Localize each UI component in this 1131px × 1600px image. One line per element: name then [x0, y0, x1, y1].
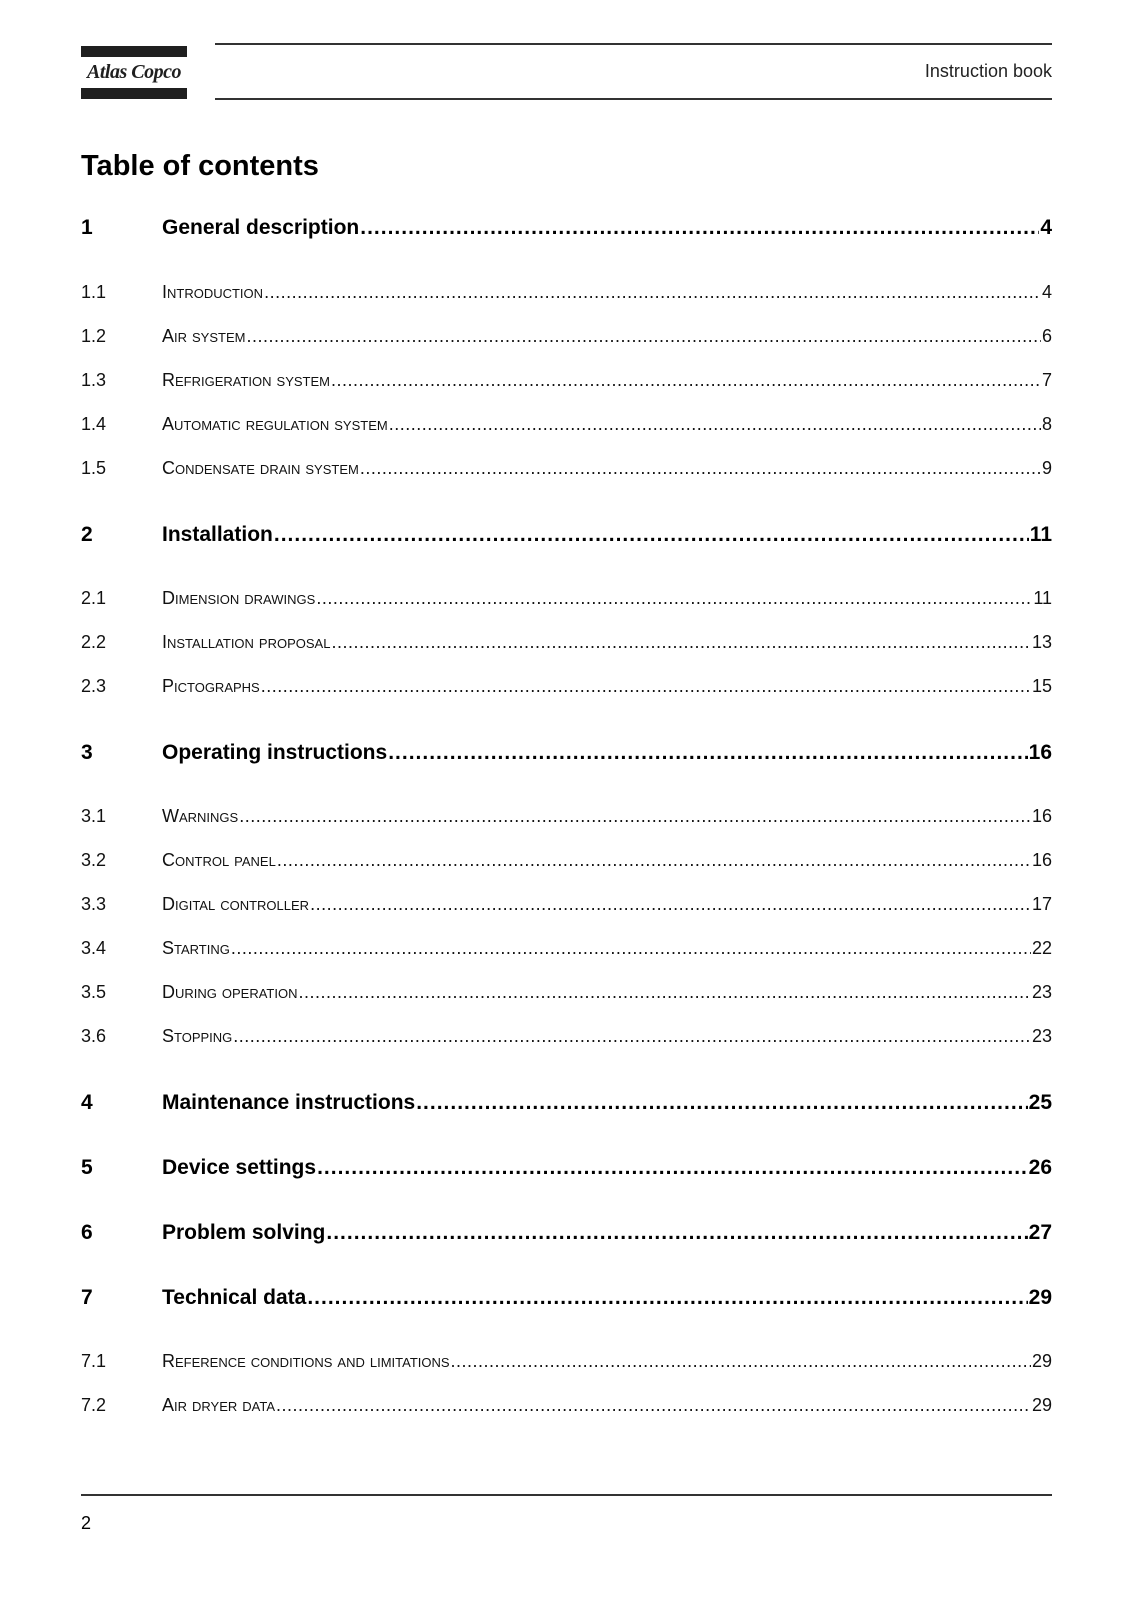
toc-dot-leader — [316, 588, 1032, 609]
toc-page-number: 29 — [1031, 1395, 1052, 1415]
toc-dot-leader — [239, 806, 1031, 827]
toc-page-number: 29 — [1031, 1351, 1052, 1371]
toc-page-number: 22 — [1031, 938, 1052, 958]
toc-number: 3.6 — [81, 1026, 107, 1046]
toc-title: Dimension drawings — [162, 588, 316, 608]
toc-title: Air dryer data — [162, 1395, 276, 1415]
toc-dot-leader — [310, 894, 1031, 915]
toc-title: Condensate drain system — [162, 458, 359, 478]
toc-number: 3 — [81, 741, 93, 764]
page-number: 2 — [81, 1513, 92, 1533]
toc-page-number: 4 — [1040, 216, 1052, 239]
toc-dot-leader — [261, 676, 1031, 697]
toc-dot-leader — [246, 326, 1041, 347]
toc-dot-leader — [274, 523, 1029, 547]
toc-section-row — [81, 894, 1052, 918]
toc-number: 7.2 — [81, 1395, 107, 1415]
toc-title: Digital controller — [162, 894, 310, 914]
toc-title: Problem solving — [162, 1221, 326, 1244]
toc-title: Installation proposal — [162, 632, 331, 652]
toc-number: 4 — [81, 1091, 93, 1114]
toc-number: 2 — [81, 523, 93, 546]
toc-dot-leader — [276, 1395, 1031, 1416]
toc-title: Introduction — [162, 282, 264, 302]
table-of-contents — [81, 0, 1052, 1600]
toc-number: 3.5 — [81, 982, 107, 1002]
toc-dot-leader — [416, 1091, 1027, 1115]
toc-dot-leader — [360, 458, 1041, 479]
toc-page-number: 27 — [1028, 1221, 1052, 1244]
toc-chapter-row — [81, 1156, 1052, 1184]
toc-number: 3.3 — [81, 894, 107, 914]
toc-section-row — [81, 938, 1052, 962]
toc-section-row — [81, 414, 1052, 438]
toc-title: Automatic regulation system — [162, 414, 388, 434]
toc-page-number: 16 — [1028, 741, 1052, 764]
toc-section-row — [81, 282, 1052, 306]
toc-title: Stopping — [162, 1026, 233, 1046]
toc-dot-leader — [317, 1156, 1028, 1180]
toc-page-number: 7 — [1041, 370, 1052, 390]
toc-chapter-row — [81, 741, 1052, 769]
toc-section-row — [81, 1026, 1052, 1050]
toc-page-number: 17 — [1031, 894, 1052, 914]
toc-page-number: 11 — [1029, 523, 1052, 546]
toc-dot-leader — [299, 982, 1031, 1003]
toc-number: 3.2 — [81, 850, 107, 870]
toc-dot-leader — [451, 1351, 1031, 1372]
toc-page-number: 29 — [1028, 1286, 1052, 1309]
toc-title: Installation — [162, 523, 273, 546]
toc-number: 1.4 — [81, 414, 107, 434]
toc-number: 3.1 — [81, 806, 107, 826]
toc-title: Technical data — [162, 1286, 307, 1309]
document-type: Instruction book — [924, 61, 1052, 81]
toc-number: 7 — [81, 1286, 93, 1309]
toc-page-number: 9 — [1041, 458, 1052, 478]
toc-dot-leader — [307, 1286, 1027, 1310]
toc-title: Refrigeration system — [162, 370, 330, 390]
toc-dot-leader — [360, 216, 1039, 240]
toc-title: Pictographs — [162, 676, 260, 696]
toc-title: Reference conditions and limitations — [162, 1351, 450, 1371]
toc-section-row — [81, 1395, 1052, 1419]
toc-number: 1 — [81, 216, 93, 239]
toc-number: 3.4 — [81, 938, 107, 958]
toc-section-row — [81, 806, 1052, 830]
toc-number: 7.1 — [81, 1351, 107, 1371]
toc-page-number: 11 — [1033, 588, 1052, 608]
toc-title: Starting — [162, 938, 230, 958]
toc-dot-leader — [231, 938, 1031, 959]
toc-number: 1.5 — [81, 458, 107, 478]
toc-dot-leader — [331, 632, 1031, 653]
toc-title: During operation — [162, 982, 298, 1002]
toc-dot-leader — [233, 1026, 1031, 1047]
toc-number: 2.1 — [81, 588, 107, 608]
toc-title: Maintenance instructions — [162, 1091, 416, 1114]
page-title: Table of contents — [81, 150, 319, 182]
toc-dot-leader — [331, 370, 1041, 391]
toc-section-row — [81, 370, 1052, 394]
toc-page-number: 6 — [1041, 326, 1052, 346]
toc-title: Device settings — [162, 1156, 317, 1179]
toc-page-number: 23 — [1031, 982, 1052, 1002]
footer-rule — [81, 1494, 1052, 1496]
toc-dot-leader — [388, 741, 1027, 765]
toc-page-number: 16 — [1031, 806, 1052, 826]
toc-title: Warnings — [162, 806, 239, 826]
toc-section-row — [81, 982, 1052, 1006]
toc-section-row — [81, 588, 1052, 612]
toc-number: 1.3 — [81, 370, 107, 390]
logo-wordmark: Atlas Copco — [87, 61, 181, 83]
toc-title: Control panel — [162, 850, 276, 870]
toc-dot-leader — [264, 282, 1041, 303]
toc-number: 1.2 — [81, 326, 107, 346]
toc-page-number: 4 — [1041, 282, 1052, 302]
toc-number: 5 — [81, 1156, 93, 1179]
toc-number: 1.1 — [81, 282, 107, 302]
toc-section-row — [81, 326, 1052, 350]
toc-page-number: 16 — [1031, 850, 1052, 870]
toc-section-row — [81, 632, 1052, 656]
toc-chapter-row — [81, 216, 1052, 244]
toc-number: 2.3 — [81, 676, 107, 696]
toc-chapter-row — [81, 1221, 1052, 1249]
toc-page-number: 15 — [1031, 676, 1052, 696]
toc-title: Operating instructions — [162, 741, 388, 764]
toc-page-number: 13 — [1031, 632, 1052, 652]
toc-page-number: 25 — [1028, 1091, 1052, 1114]
toc-section-row — [81, 458, 1052, 482]
toc-dot-leader — [326, 1221, 1027, 1245]
toc-chapter-row — [81, 1091, 1052, 1119]
toc-page-number: 8 — [1041, 414, 1052, 434]
toc-number: 2.2 — [81, 632, 107, 652]
toc-title: Air system — [162, 326, 246, 346]
toc-number: 6 — [81, 1221, 93, 1244]
toc-section-row — [81, 1351, 1052, 1375]
toc-chapter-row — [81, 1286, 1052, 1314]
toc-dot-leader — [277, 850, 1031, 871]
toc-chapter-row — [81, 523, 1052, 551]
toc-section-row — [81, 850, 1052, 874]
toc-dot-leader — [389, 414, 1041, 435]
toc-section-row — [81, 676, 1052, 700]
toc-page-number: 26 — [1028, 1156, 1052, 1179]
toc-page-number: 23 — [1031, 1026, 1052, 1046]
toc-title: General description — [162, 216, 360, 239]
